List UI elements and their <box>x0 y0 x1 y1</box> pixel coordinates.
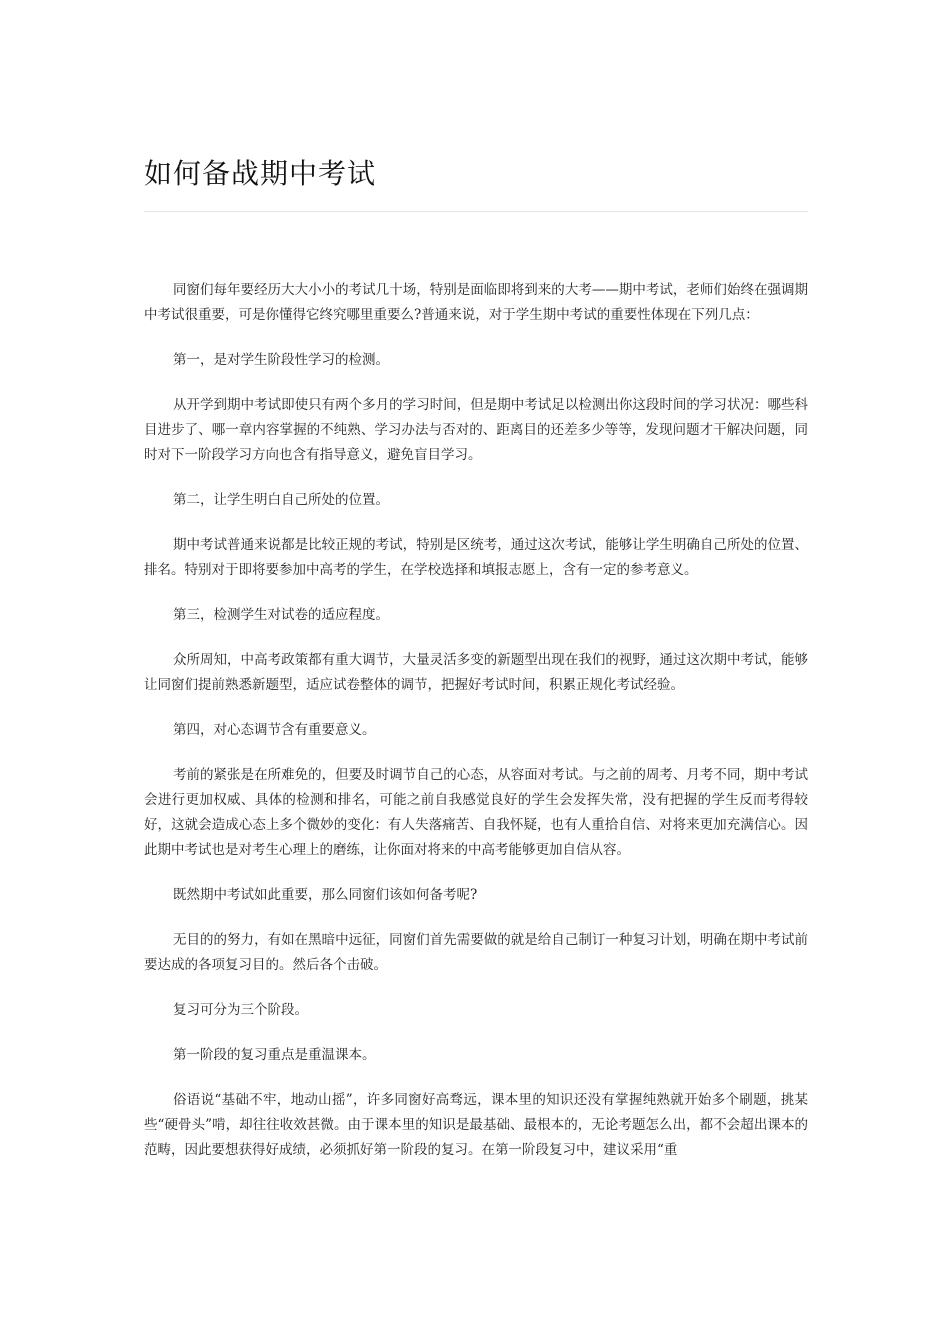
paragraph-point-three-body: 众所周知，中高考政策都有重大调节，大量灵活多变的新题型出现在我们的视野，通过这次期中考试，能够让同窗们提前熟悉新题型，适应试卷整体的调节，把握好考试时间，积累正规化考试经验。 <box>144 652 808 693</box>
document-body <box>144 278 808 1183</box>
paragraph-plan: 无目的的努力，有如在黑暗中远征，同窗们首先需要做的就是给自己制订一种复习计划，明确在期中考试前要达成的各项复习目的。然后各个击破。 <box>144 932 808 973</box>
paragraph-point-four-heading: 第四，对心态调节含有重要意义。 <box>173 722 376 738</box>
document-title: 如何备战期中考试 <box>144 157 377 190</box>
paragraph-point-three-heading: 第三，检测学生对试卷的适应程度。 <box>173 607 389 623</box>
title-divider <box>144 211 808 212</box>
paragraph-point-four-body: 考前的紧张是在所难免的，但要及时调节自己的心态，从容面对考试。与之前的周考、月考不同，期中考试会进行更加权威、具体的检测和排名，可能之前自我感觉良好的学生会发挥失常，没有把握的学生反而考得较好，这就会造成心态上多个微妙的变化：有人失落痛苦、自我怀疑，也有人重拾自信、对将来更加充满信心。因此期中考试也是对考生心理上的磨练，让你面对将来的中高考能够更加自信从容。 <box>144 767 808 858</box>
paragraph-point-two-heading: 第二，让学生明白自己所处的位置。 <box>173 492 389 508</box>
paragraph-stage-one-heading: 第一阶段的复习重点是重温课本。 <box>173 1047 376 1063</box>
paragraph-stage-one-body: 俗语说“基础不牢，地动山摇”，许多同窗好高骛远，课本里的知识还没有掌握纯熟就开始多个刷题，挑某些“硬骨头”啃，却往往收效甚微。由于课本里的知识是最基础、最根本的，无论考题怎么出，都不会超出课本的范畴，因此要想获得好成绩，必须抓好第一阶段的复习。在第一阶段复习中，建议采用“重 <box>144 1092 808 1158</box>
paragraph-point-one-body: 从开学到期中考试即使只有两个多月的学习时间，但是期中考试足以检测出你这段时间的学习状况：哪些科目进步了、哪一章内容掌握的不纯熟、学习办法与否对的、距离目的还差多少等等，发现问题才干解决问题，同时对下一阶段学习方向也含有指导意义，避免盲目学习。 <box>144 397 808 463</box>
paragraph-point-two-body: 期中考试普通来说都是比较正规的考试，特别是区统考，通过这次考试，能够让学生明确自己所处的位置、排名。特别对于即将要参加中高考的学生，在学校选择和填报志愿上，含有一定的参考意义。 <box>144 537 808 578</box>
paragraph-question: 既然期中考试如此重要，那么同窗们该如何备考呢? <box>173 887 478 903</box>
paragraph-point-one-heading: 第一，是对学生阶段性学习的检测。 <box>173 352 389 368</box>
paragraph-intro: 同窗们每年要经历大大小小的考试几十场，特别是面临即将到来的大考——期中考试，老师们始终在强调期中考试很重要，可是你懂得它终究哪里重要么?普通来说，对于学生期中考试的重要性体现在下列几点： <box>144 282 808 323</box>
paragraph-stages: 复习可分为三个阶段。 <box>173 1002 308 1018</box>
